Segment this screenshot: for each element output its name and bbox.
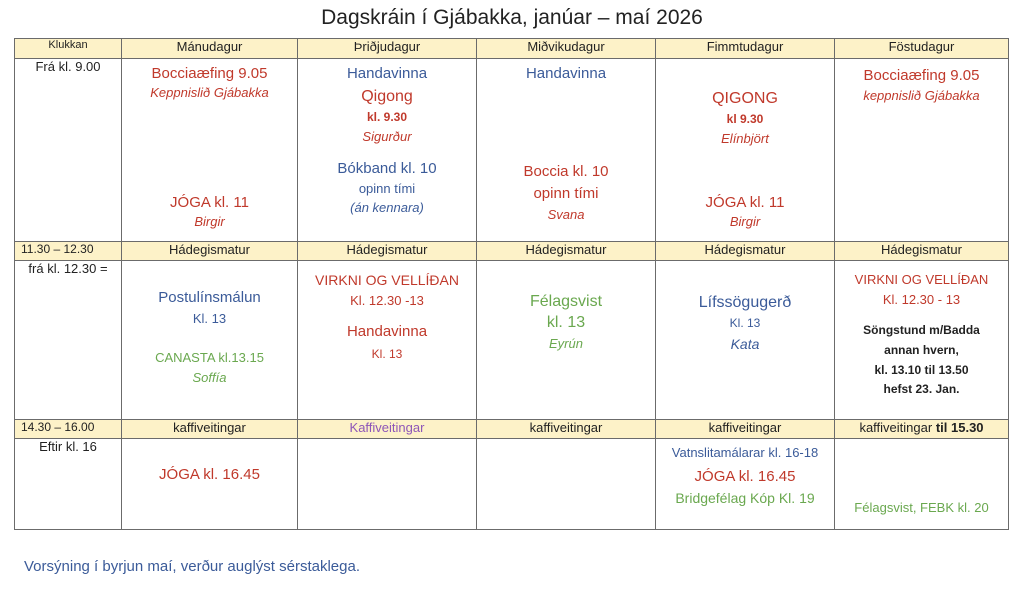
schedule-table	[14, 38, 1009, 530]
wed-handavinna: Handavinna	[525, 65, 607, 82]
wed-felagsvist-leader: Eyrún	[549, 336, 583, 351]
coffee-thursday: kaffiveitingar	[656, 420, 835, 439]
mon-postulin-time: Kl. 13	[192, 311, 227, 326]
tue-qigong: Qigong	[361, 88, 413, 105]
lunch-thursday: Hádegismatur	[656, 242, 835, 261]
evening-wednesday	[477, 439, 656, 530]
mon-boccia-team: Keppnislið Gjábakka	[150, 85, 269, 100]
mon-yoga: JÓGA kl. 11	[170, 194, 249, 211]
morning-wednesday	[477, 59, 656, 242]
fri-felagsvist-evening: Félagsvist, FEBK kl. 20	[854, 500, 989, 515]
header-row	[15, 39, 1009, 59]
tue-handavinna-time: Kl. 13	[371, 347, 403, 361]
thu-lifssogugerd-leader: Kata	[730, 336, 760, 352]
coffee-tuesday: Kaffiveitingar	[298, 420, 477, 439]
fri-boccia-team: keppnislið Gjábakka	[863, 88, 980, 103]
thu-lifssogugerd: Lífssögugerð	[698, 294, 792, 311]
tue-qigong-time: kl. 9.30	[366, 110, 408, 124]
morning-thursday	[656, 59, 835, 242]
fri-virkni-time: Kl. 12.30 - 13	[882, 292, 961, 307]
evening-tuesday	[298, 439, 477, 530]
fri-songstund-start: hefst 23. Jan.	[883, 382, 960, 396]
mon-yoga-teacher: Birgir	[194, 214, 225, 229]
evening-thursday	[656, 439, 835, 530]
tue-handavinna: Handavinna	[346, 65, 428, 82]
thu-qigong-time: kl 9.30	[726, 112, 764, 126]
lunch-wednesday: Hádegismatur	[477, 242, 656, 261]
tue-bokband-open: opinn tími	[358, 181, 416, 196]
coffee-friday	[835, 420, 1009, 439]
wed-boccia-leader: Svana	[547, 207, 585, 222]
header-time: Klukkan	[15, 39, 122, 59]
afternoon-thursday	[656, 261, 835, 420]
mon-postulin: Postulínsmálun	[158, 289, 261, 306]
mon-canasta-leader: Soffía	[192, 370, 227, 385]
wed-felagsvist-time: kl. 13	[546, 314, 586, 331]
wed-felagsvist: Félagsvist	[529, 293, 603, 310]
thu-yoga-teacher: Birgir	[729, 214, 761, 229]
fri-songstund-time: kl. 13.10 til 13.50	[874, 363, 969, 377]
evening-monday	[122, 439, 298, 530]
lunch-friday: Hádegismatur	[835, 242, 1009, 261]
afternoon-label: frá kl. 12.30 =	[15, 261, 122, 420]
tue-virkni: VIRKNI OG VELLÍÐAN	[315, 272, 459, 288]
header-friday: Föstudagur	[835, 39, 1009, 59]
footer-note: Vorsýning í byrjun maí, verður auglýst sérstaklega.	[24, 558, 360, 575]
morning-monday	[122, 59, 298, 242]
coffee-friday-label: kaffiveitingar	[859, 420, 933, 435]
afternoon-monday	[122, 261, 298, 420]
lunch-tuesday: Hádegismatur	[298, 242, 477, 261]
fri-boccia: Bocciaæfing 9.05	[863, 67, 980, 84]
coffee-wednesday: kaffiveitingar	[477, 420, 656, 439]
evening-label: Eftir kl. 16	[15, 439, 122, 530]
header-thursday: Fimmtudagur	[656, 39, 835, 59]
wed-boccia: Boccia kl. 10	[523, 163, 609, 180]
evening-row	[15, 439, 1009, 530]
morning-tuesday	[298, 59, 477, 242]
lunch-time: 11.30 – 12.30	[15, 242, 122, 261]
wed-boccia-open: opinn tími	[533, 185, 599, 202]
coffee-friday-until: til 15.30	[935, 420, 984, 435]
tue-handavinna-pm: Handavinna	[346, 323, 428, 340]
evening-friday	[835, 439, 1009, 530]
tue-bokband-note: (án kennara)	[350, 200, 424, 215]
lunch-monday: Hádegismatur	[122, 242, 298, 261]
mon-yoga-evening: JÓGA kl. 16.45	[159, 466, 260, 483]
header-tuesday: Þriðjudagur	[298, 39, 477, 59]
thu-yoga: JÓGA kl. 11	[705, 194, 785, 211]
thu-qigong-teacher: Elínbjört	[721, 131, 769, 146]
afternoon-tuesday	[298, 261, 477, 420]
coffee-time: 14.30 – 16.00	[15, 420, 122, 439]
morning-row	[15, 59, 1009, 242]
afternoon-wednesday	[477, 261, 656, 420]
morning-friday	[835, 59, 1009, 242]
coffee-monday: kaffiveitingar	[122, 420, 298, 439]
thu-qigong: QIGONG	[712, 90, 778, 107]
afternoon-friday	[835, 261, 1009, 420]
thu-lifssogugerd-time: Kl. 13	[729, 316, 761, 330]
fri-songstund-freq: annan hvern,	[884, 343, 959, 357]
thu-yoga-evening: JÓGA kl. 16.45	[694, 468, 796, 485]
header-wednesday: Miðvikudagur	[477, 39, 656, 59]
tue-virkni-time: Kl. 12.30 -13	[350, 293, 424, 308]
thu-vatnslitamalarar: Vatnslitamálarar kl. 16-18	[671, 445, 819, 460]
tue-bokband: Bókband kl. 10	[337, 160, 437, 177]
page-title: Dagskráin í Gjábakka, janúar – maí 2026	[321, 6, 703, 29]
mon-boccia: Bocciaæfing 9.05	[151, 65, 268, 82]
header-monday: Mánudagur	[122, 39, 298, 59]
coffee-row	[15, 420, 1009, 439]
tue-qigong-teacher: Sigurður	[362, 129, 412, 144]
thu-bridge: Bridgefélag Kóp Kl. 19	[675, 490, 815, 506]
fri-virkni: VIRKNI OG VELLÍÐAN	[854, 272, 989, 287]
lunch-row	[15, 242, 1009, 261]
afternoon-row	[15, 261, 1009, 420]
mon-canasta: CANASTA kl.13.15	[155, 350, 264, 365]
morning-label: Frá kl. 9.00	[15, 59, 122, 242]
fri-songstund: Söngstund m/Badda	[863, 323, 980, 337]
